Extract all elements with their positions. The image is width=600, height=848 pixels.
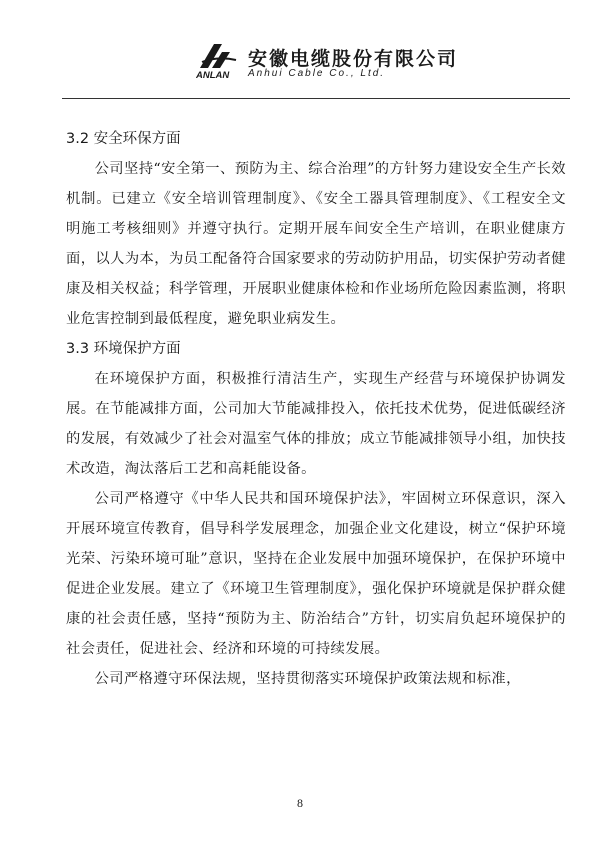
paragraph-environment-3: 公司严格遵守环保法规，坚持贯彻落实环境保护政策法规和标准， <box>94 671 521 687</box>
company-logo-icon <box>196 40 240 80</box>
company-name-cn: 安徽电缆股份有限公司 <box>248 48 459 70</box>
page-header <box>0 0 600 100</box>
section-environment <box>66 334 566 694</box>
paragraph-environment-1: 在环境保护方面，积极推行清洁生产，实现生产经营与环境保护协调发展。在节能减排方面，公司加大节能减排投入，依托技术优势，促进低碳经济的发展，有效减少了社会对温室气体的排放；成立节能减排领导小组，加快技术改造，淘汰落后工艺和高耗能设备。 <box>66 371 566 477</box>
page-number: 8 <box>297 796 303 810</box>
paragraph-environment-2: 公司严格遵守《中华人民共和国环境保护法》，牢固树立环保意识，深入开展环境宣传教育，倡导科学发展理念，加强企业文化建设，树立“保护环境光荣、污染环境可耻”意识，坚持在企业发展中加强环境保护，在保护环境中促进企业发展。建立了《环境卫生管理制度》，强化保护环境就是保护群众健康的社会责任感，坚持“预防为主、防治结合”方针，切实肩负起环境保护的社会责任，促进社会、经济和环境的可持续发展。 <box>66 491 566 657</box>
document-body <box>66 124 566 694</box>
section-heading-safety: 3.2 安全环保方面 <box>66 131 181 147</box>
paragraph-safety: 公司坚持“安全第一、预防为主、综合治理”的方针努力建设安全生产长效机制。已建立《安全培训管理制度》、《安全工器具管理制度》、《工程安全文明施工考核细则》并遵守执行。定期开展车间安全生产培训，在职业健康方面，以人为本，为员工配备符合国家要求的劳动防护用品，切实保护劳动者健康及相关权益；科学管理，开展职业健康体检和作业场所危险因素监测，将职业危害控制到最低程度，避免职业病发生。 <box>66 161 566 327</box>
logo-text: ANLAN <box>196 70 230 80</box>
company-name-en: Anhui Cable Co., Ltd. <box>248 68 386 79</box>
section-safety <box>66 124 566 334</box>
header-divider <box>62 98 570 99</box>
section-heading-environment: 3.3 环境保护方面 <box>66 341 181 357</box>
